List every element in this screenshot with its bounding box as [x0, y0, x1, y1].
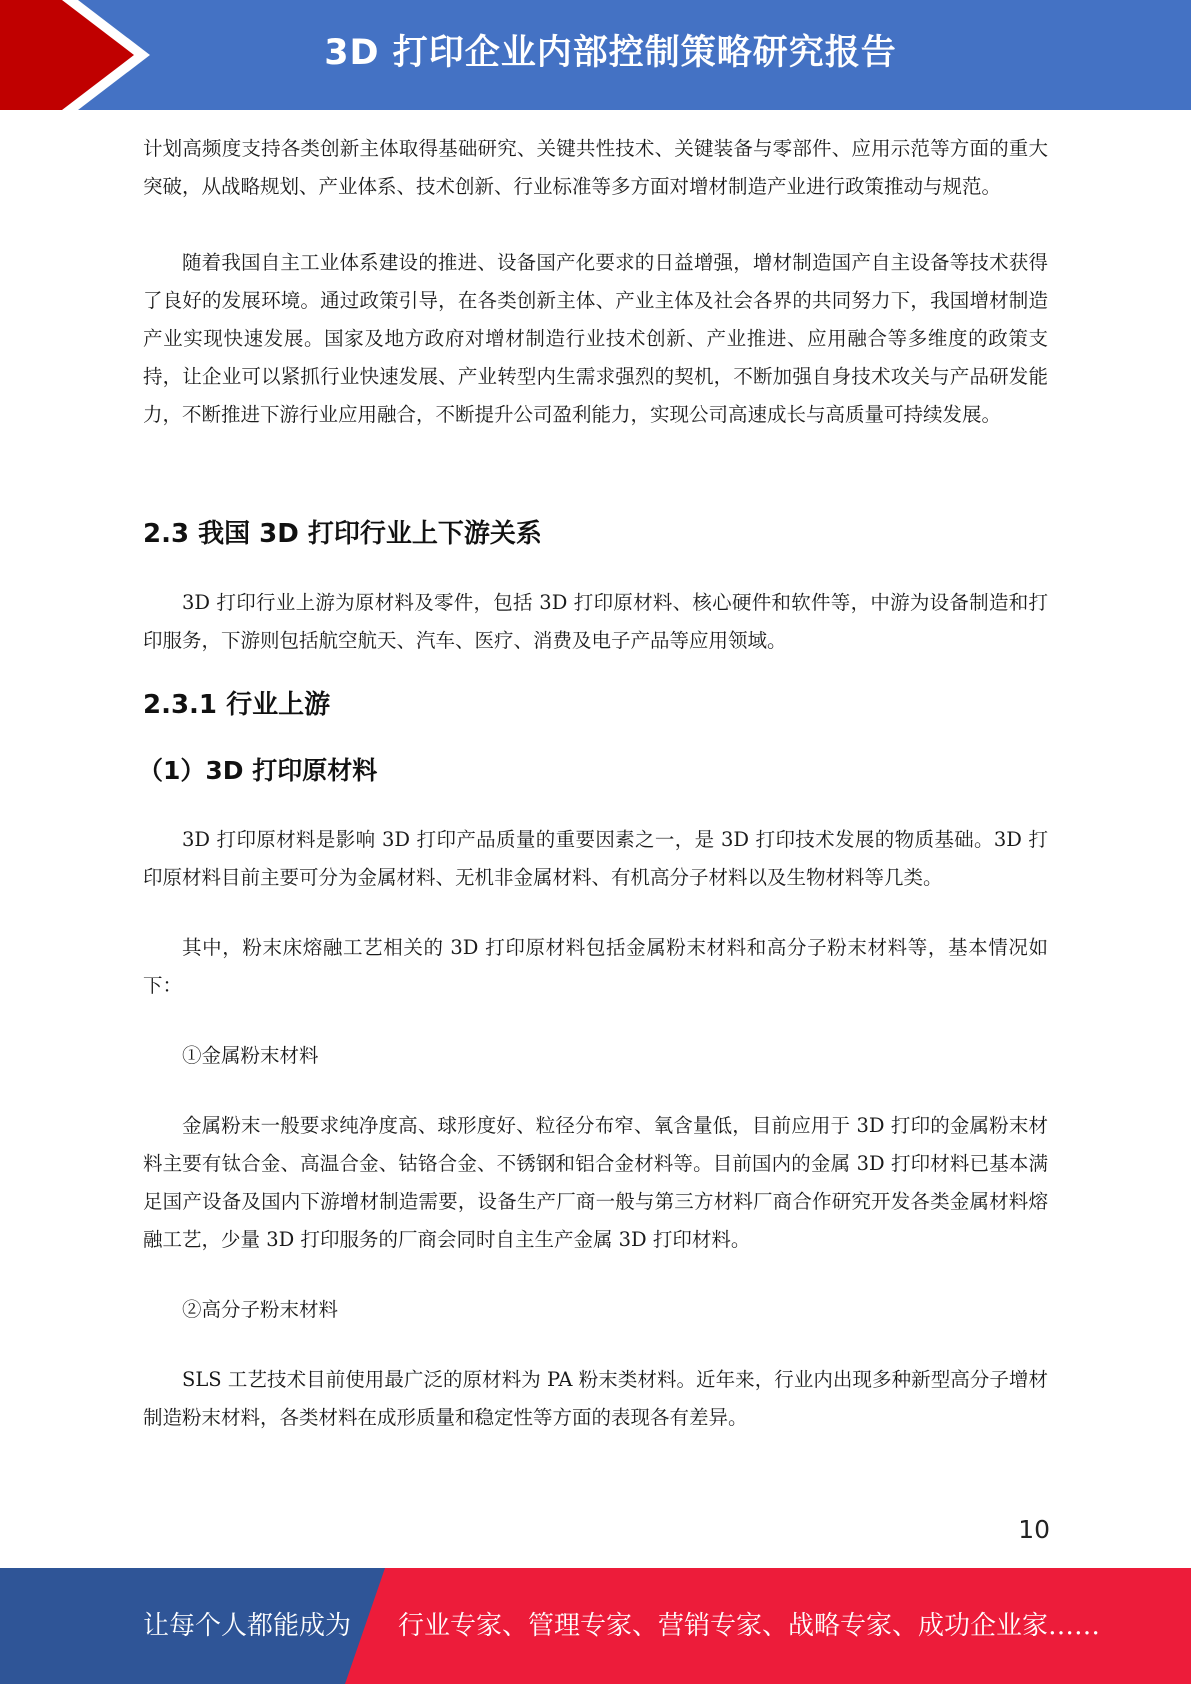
paragraph: 3D 打印原材料是影响 3D 打印产品质量的重要因素之一，是 3D 打印技术发展的物质基础。3D 打印原材料目前主要可分为金属材料、无机非金属材料、有机高分子材料以及生物材料等几类。	[143, 828, 1048, 889]
report-title: 3D 打印企业内部控制策略研究报告	[324, 33, 897, 73]
subsection-heading: 2.3.1 行业上游	[143, 690, 331, 720]
paragraph: 随着我国自主工业体系建设的推进、设备国产化要求的日益增强，增材制造国产自主设备等技术获得了良好的发展环境。通过政策引导，在各类创新主体、产业主体及社会各界的共同努力下，我国增材制造产业实现快速发展。国家及地方政府对增材制造行业技术创新、产业推进、应用融合等多维度的政策支持，让企业可以紧抓行业快速发展、产业转型内生需求强烈的契机，不断加强自身技术攻关与产品研发能力，不断推进下游行业应用融合，不断提升公司盈利能力，实现公司高速成长与高质量可持续发展。	[143, 251, 1048, 426]
list-label: ②高分子粉末材料	[182, 1298, 339, 1321]
page-content	[138, 130, 1048, 1437]
footer-slogan-right: 行业专家、管理专家、营销专家、战略专家、成功企业家……	[398, 1611, 1101, 1641]
list-label: ①金属粉末材料	[182, 1044, 319, 1067]
paragraph: 其中，粉末床熔融工艺相关的 3D 打印原材料包括金属粉末材料和高分子粉末材料等，基本情况如下：	[143, 936, 1048, 997]
paragraph: 金属粉末一般要求纯净度高、球形度好、粒径分布窄、氧含量低，目前应用于 3D 打印的金属粉末材料主要有钛合金、高温合金、钴铬合金、不锈钢和铝合金材料等。目前国内的金属 3D 打印材料已基本满足国产设备及国内下游增材制造需要，设备生产厂商一般与第三方材料厂商合作研究开发各类金属材料熔融工艺，少量 3D 打印服务的厂商会同时自主生产金属 3D 打印材料。	[143, 1114, 1048, 1251]
paragraph: 计划高频度支持各类创新主体取得基础研究、关键共性技术、关键装备与零部件、应用示范等方面的重大突破，从战略规划、产业体系、技术创新、行业标准等多方面对增材制造产业进行政策推动与规范。	[143, 137, 1048, 198]
page-footer	[0, 1568, 1191, 1684]
item-heading: （1）3D 打印原材料	[138, 756, 378, 785]
paragraph: SLS 工艺技术目前使用最广泛的原材料为 PA 粉末类材料。近年来，行业内出现多种新型高分子增材制造粉末材料，各类材料在成形质量和稳定性等方面的表现各有差异。	[143, 1368, 1048, 1429]
page-number: 10	[1018, 1515, 1050, 1544]
page-header	[0, 0, 1191, 110]
footer-slogan-left: 让每个人都能成为	[143, 1611, 352, 1641]
paragraph: 3D 打印行业上游为原材料及零件，包括 3D 打印原材料、核心硬件和软件等，中游为设备制造和打印服务，下游则包括航空航天、汽车、医疗、消费及电子产品等应用领域。	[143, 591, 1048, 652]
section-heading: 2.3 我国 3D 打印行业上下游关系	[143, 519, 542, 549]
